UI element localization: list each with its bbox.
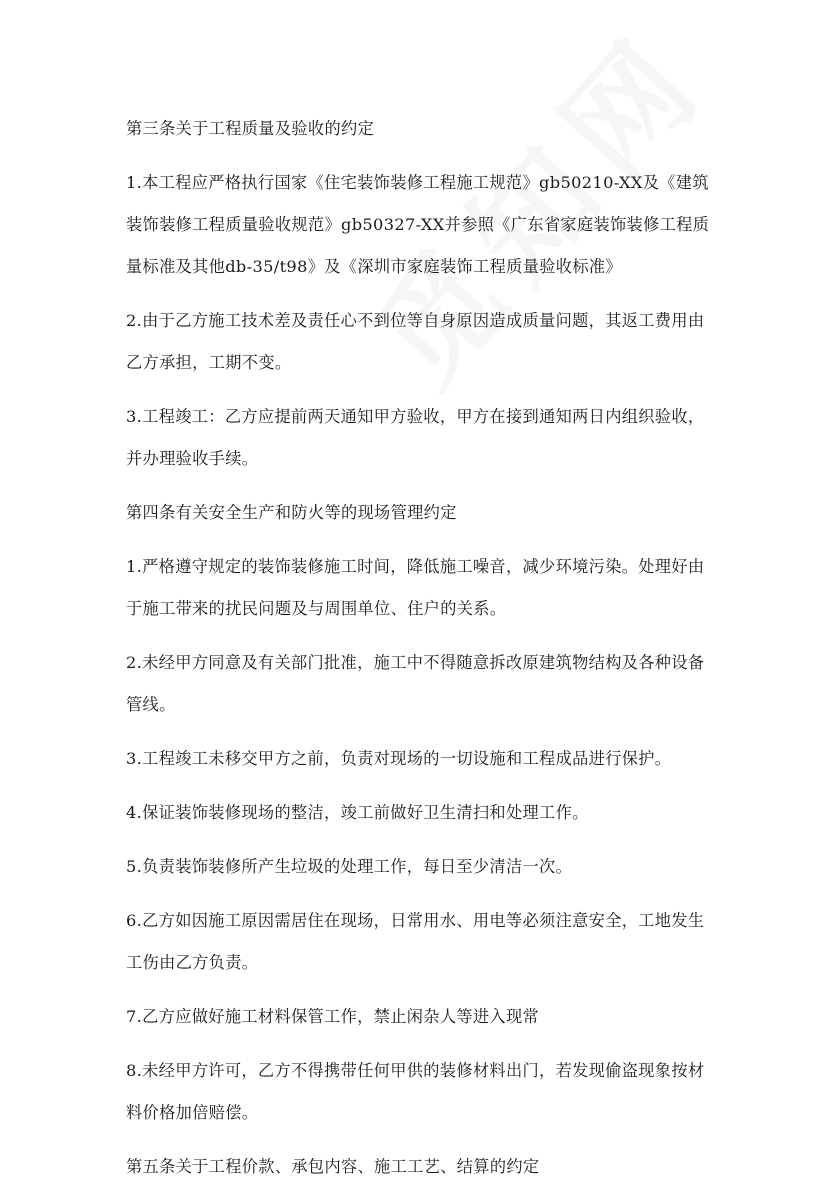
clause-3-2: 2.由于乙方施工技术差及责任心不到位等自身原因造成质量问题，其返工费用由乙方承担，工期不变。 [126, 311, 705, 372]
section-heading-5: 第五条关于工程价款、承包内容、施工工艺、结算的约定 [126, 1157, 540, 1176]
clause-3-1: 1.本工程应严格执行国家《住宅装饰装修工程施工规范》gb50210-XX及《建筑装饰装修工程质量验收规范》gb50327-XX并参照《广东省家庭装饰装修工程质量标准及其他db-35/t98》及《深圳市家庭装饰工程质量验收标准》 [126, 173, 710, 276]
clause-4-5: 5.负责装饰装修所产生垃圾的处理工作，每日至少清洁一次。 [126, 857, 573, 876]
section-heading-4: 第四条有关安全生产和防火等的现场管理约定 [126, 503, 457, 522]
clause-3-3: 3.工程竣工：乙方应提前两天通知甲方验收，甲方在接到通知两日内组织验收，并办理验收手续。 [126, 407, 705, 468]
section-heading-3: 第三条关于工程质量及验收的约定 [126, 119, 375, 138]
clause-4-7: 7.乙方应做好施工材料保管工作，禁止闲杂人等进入现常 [126, 1007, 540, 1026]
clause-4-4: 4.保证装饰装修现场的整洁，竣工前做好卫生清扫和处理工作。 [126, 803, 589, 822]
clause-4-8: 8.未经甲方许可，乙方不得携带任何甲供的装修材料出门，若发现偷盗现象按材料价格加倍赔偿。 [126, 1061, 705, 1122]
clause-4-3: 3.工程竣工未移交甲方之前，负责对现场的一切设施和工程成品进行保护。 [126, 749, 672, 768]
clause-4-6: 6.乙方如因施工原因需居住在现场，日常用水、用电等必须注意安全，工地发生工伤由乙方负责。 [126, 911, 705, 972]
document-body [126, 108, 716, 1200]
clause-4-2: 2.未经甲方同意及有关部门批准，施工中不得随意拆改原建筑物结构及各种设备管线。 [126, 653, 705, 714]
clause-4-1: 1.严格遵守规定的装饰装修施工时间，降低施工噪音，减少环境污染。处理好由于施工带来的扰民问题及与周围单位、住户的关系。 [126, 557, 705, 618]
